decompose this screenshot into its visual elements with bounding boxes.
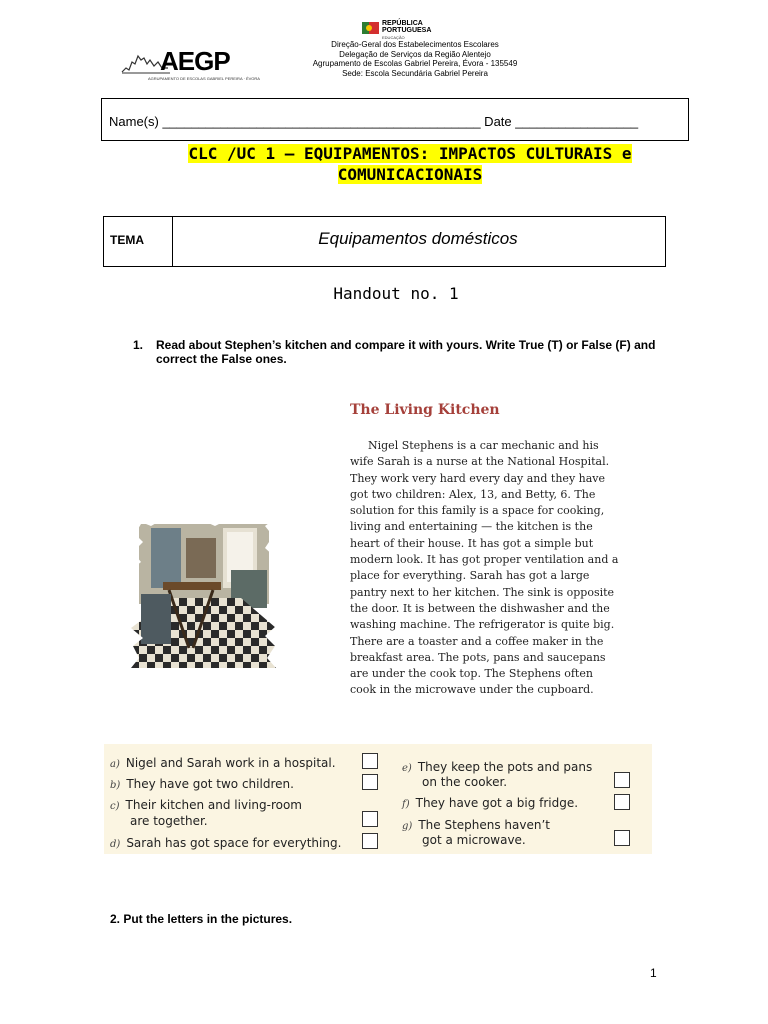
statement-text-line2: on the cooker. [422, 775, 508, 789]
header-line: Delegação de Serviços da Região Alentejo [339, 49, 491, 59]
tema-table [103, 216, 666, 267]
answer-box-g[interactable] [614, 830, 630, 846]
header-line: Direção-Geral dos Estabelecimentos Escolares [331, 40, 499, 49]
name-date-field[interactable]: Name(s) ____________________________________________ Date _________________ [109, 114, 639, 129]
republica-text: REPÚBLICA [382, 20, 423, 27]
aegp-logo [120, 42, 280, 82]
answer-box-f[interactable] [614, 794, 630, 810]
statement-text: They keep the pots and pans [417, 760, 593, 774]
statement-letter: b) [110, 780, 121, 791]
statement-text: Their kitchen and living-room [125, 798, 302, 812]
answer-box-e[interactable] [614, 772, 630, 788]
statement-f [402, 796, 578, 810]
institution-lines [280, 40, 550, 78]
question-text: Read about Stephen’s kitchen and compare it with yours. Write True (T) or False (F) and correct the False ones. [156, 338, 656, 366]
title-line-2: COMUNICACIONAIS [337, 165, 483, 184]
name-date-box [101, 98, 689, 141]
statement-text: Nigel and Sarah work in a hospital. [125, 756, 336, 770]
educacao-text: EDUCAÇÃO [382, 35, 405, 40]
flag-icon [362, 20, 380, 38]
statement-b [110, 777, 294, 791]
letterhead [120, 18, 540, 80]
statement-a [110, 756, 336, 770]
statement-text-line2: are together. [130, 814, 208, 828]
statement-letter: e) [402, 763, 412, 774]
statement-text-line2: got a microwave. [422, 833, 526, 847]
title-line-1: CLC /UC 1 – EQUIPAMENTOS: IMPACTOS CULTURAIS e [188, 144, 632, 163]
article [340, 388, 630, 708]
true-false-panel [104, 744, 652, 854]
answer-box-c[interactable] [362, 811, 378, 827]
answer-box-b[interactable] [362, 774, 378, 790]
statement-g [402, 818, 550, 832]
statement-c [110, 798, 302, 812]
header-line: Agrupamento de Escolas Gabriel Pereira, Évora - 135549 [312, 59, 518, 68]
tema-label: TEMA [110, 233, 144, 247]
statement-letter: a) [110, 759, 120, 770]
republica-emblem [360, 20, 440, 42]
portuguesa-text: PORTUGUESA [382, 27, 432, 34]
logo-text: AEGP [160, 46, 230, 76]
kitchen-photo [131, 518, 276, 668]
header-line: Sede: Escola Secundária Gabriel Pereira [342, 68, 488, 78]
question-number: 1. [133, 338, 144, 352]
answer-box-d[interactable] [362, 833, 378, 849]
question-2: 2. Put the letters in the pictures. [110, 912, 293, 926]
statement-text: Sarah has got space for everything. [126, 836, 342, 850]
document-title [130, 143, 690, 185]
article-title: The Living Kitchen [350, 402, 500, 418]
article-body: Nigel Stephens is a car mechanic and his wife Sarah is a nurse at the National Hospital. They work very hard every day and they have got two children: Alex, 13, and Betty, 6. The solution for this family is a space for cooking, living and entertaining — the kitchen is the heart of their house. It has got a simple but modern look. It has got proper ventilation and a place for everything. Sarah has got a large pantry next to her kitchen. The sink is opposite the door. It is between the dishwasher and the washing machine. The refrigerator is quite big. There are a toaster and a coffee maker in the breakfast area. The pots, pans and saucepans are under the cook top. The Stephens often cook in the microwave under the cupboard. [350, 439, 619, 697]
statement-letter: c) [110, 801, 120, 812]
page-number: 1 [650, 966, 657, 980]
tema-value: Equipamentos domésticos [318, 229, 518, 248]
statement-text: The Stephens haven’t [418, 818, 550, 832]
logo-subtitle: AGRUPAMENTO DE ESCOLAS GABRIEL PEREIRA · ÉVORA [148, 76, 260, 81]
statement-d [110, 836, 341, 850]
statement-letter: f) [402, 799, 410, 810]
handout-heading: Handout no. 1 [333, 284, 459, 303]
statement-text: They have got two children. [126, 777, 294, 791]
statement-letter: g) [402, 821, 413, 832]
statement-e [402, 760, 592, 774]
answer-box-a[interactable] [362, 753, 378, 769]
statement-letter: d) [110, 839, 121, 850]
statement-text: They have got a big fridge. [415, 796, 579, 810]
